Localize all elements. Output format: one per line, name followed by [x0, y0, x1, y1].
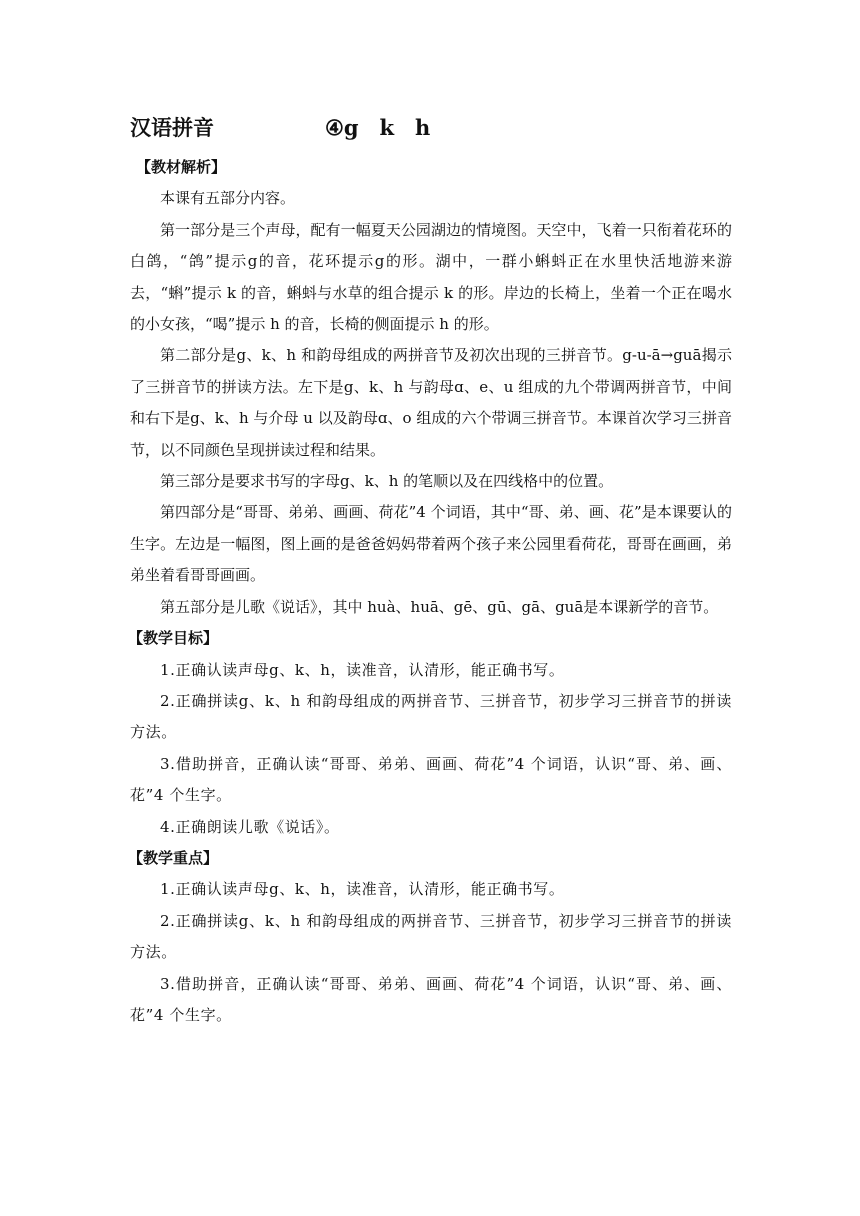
- analysis-paragraph: 第三部分是要求书写的字母g、k、h 的笔顺以及在四线格中的位置。: [160, 472, 614, 491]
- analysis-heading: 【教材解析】: [136, 158, 227, 176]
- analysis-paragraph: 第四部分是“哥哥、弟弟、画画、荷花”4 个词语，其中“哥、弟、画、花”是本课要认的生字。左边是一幅图，图上画的是爸爸妈妈带着两个孩子来公园里看荷花，哥哥在画画，弟弟坐着看哥哥画画。: [130, 503, 732, 585]
- goal-item: 4.正确朗读儿歌《说话》。: [160, 817, 340, 836]
- goals-heading: 【教学目标】: [128, 629, 219, 648]
- lesson-header: [130, 112, 431, 142]
- focus-item: 3.借助拼音，正确认读“哥哥、弟弟、画画、荷花”4 个词语，认识“哥、弟、画、花”4 个生字。: [130, 974, 732, 1024]
- goal-item: 1.正确认读声母g、k、h，读准音，认清形，能正确书写。: [160, 660, 565, 679]
- document-title: 汉语拼音: [130, 115, 214, 140]
- focus-item: 1.正确认读声母g、k、h，读准音，认清形，能正确书写。: [160, 880, 565, 899]
- lesson-label: ④g k h: [325, 115, 431, 140]
- focus-heading: 【教学重点】: [128, 848, 219, 867]
- document-body: [130, 152, 732, 1031]
- analysis-paragraph: 第一部分是三个声母，配有一幅夏天公园湖边的情境图。天空中，飞着一只衔着花环的白鸽，“鸽”提示g的音，花环提示g的形。湖中，一群小蝌蚪正在水里快活地游来游去，“蝌”提示 k 的音，蝌蚪与水草的组合提示 k 的形。岸边的长椅上，坐着一个正在喝水的小女孩，“喝”提示 h 的音，长椅的侧面提示 h 的形。: [130, 220, 732, 334]
- analysis-paragraph: 第二部分是g、k、h 和韵母组成的两拼音节及初次出现的三拼音节。g-u-ā→guā揭示了三拼音节的拼读方法。左下是g、k、h 与韵母ɑ、e、u 组成的九个带调两拼音节，中间和右下是g、k、h 与介母 u 以及韵母ɑ、o 组成的六个带调三拼音节。本课首次学习三拼音节，以不同颜色呈现拼读过程和结果。: [130, 346, 732, 459]
- goal-item: 2.正确拼读g、k、h 和韵母组成的两拼音节、三拼音节，初步学习三拼音节的拼读方法。: [130, 691, 732, 742]
- analysis-paragraph: 本课有五部分内容。: [160, 189, 296, 208]
- goal-item: 3.借助拼音，正确认读“哥哥、弟弟、画画、荷花”4 个词语，认识“哥、弟、画、花”4 个生字。: [130, 754, 732, 805]
- analysis-paragraph: 第五部分是儿歌《说话》，其中 huà、huā、gē、gū、gā、guā是本课新学的音节。: [160, 597, 719, 616]
- focus-item: 2.正确拼读g、k、h 和韵母组成的两拼音节、三拼音节，初步学习三拼音节的拼读方法。: [130, 911, 732, 962]
